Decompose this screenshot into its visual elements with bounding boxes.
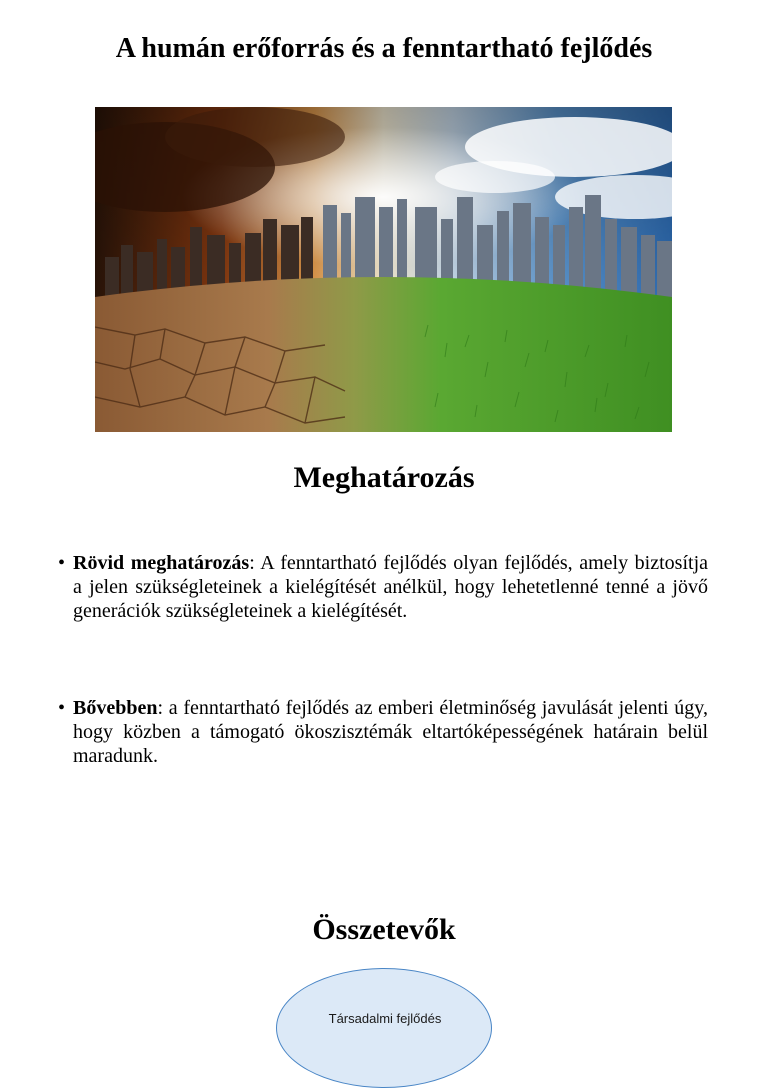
components-diagram-node [276,968,492,1088]
bullet-text [73,696,708,768]
section-heading-components: Összetevők [312,913,456,946]
hero-image [95,107,672,432]
climate-contrast-illustration [95,107,672,432]
page-title: A humán erőforrás és a fenntartható fejlődés [115,33,653,64]
bullet-text [73,551,708,623]
bullet-term: Rövid meghatározás [73,552,250,574]
definition-bullet-extended [58,696,708,768]
bullet-term: Bővebben [73,697,158,719]
bullet-body: : A fenntartható fejlődés olyan fejlődés, amely biztosítja a jelen szükségleteinek a kielégítését anélkül, hogy lehetetlenné tenné a jövő generációk szükségleteinek a kielégítését. [73,552,709,622]
bullet-body: : a fenntartható fejlődés az emberi életminőség javulását jelenti úgy, hogy közben a támogató ökoszisztémák eltartóképességének határain belül maradunk. [73,697,708,767]
section-heading-definition: Meghatározás [293,461,475,494]
bullet-dot: • [58,697,66,719]
definition-bullet-short [58,551,708,623]
diagram-node-label: Társadalmi fejlődés [328,1011,442,1026]
bullet-dot: • [58,552,66,574]
